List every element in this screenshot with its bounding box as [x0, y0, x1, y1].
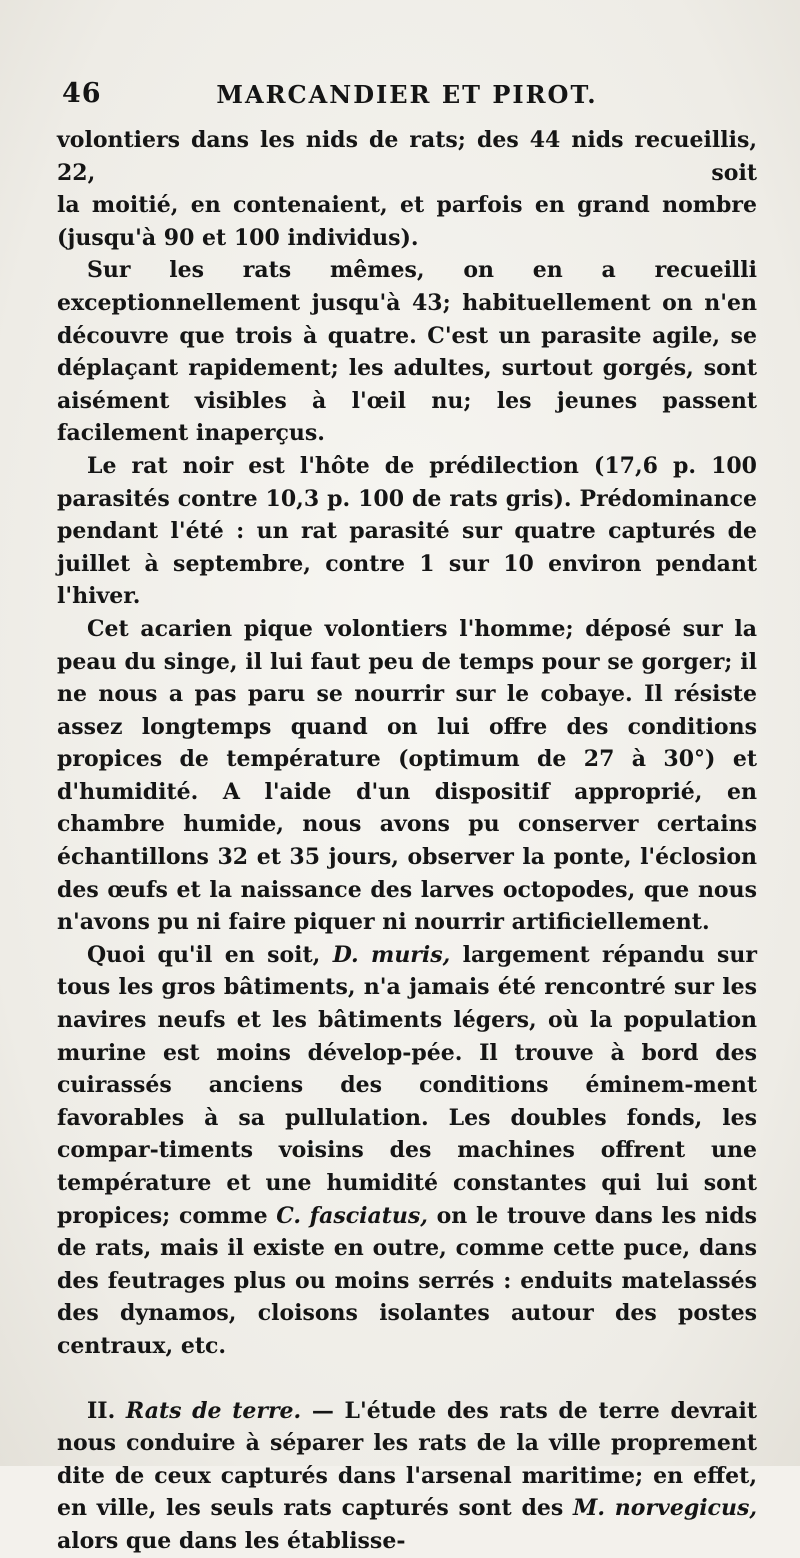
text-run: Quoi qu'il en soit, — [87, 941, 333, 968]
paragraph: Sur les rats mêmes, on en a recueilli exceptionnellement jusqu'à 43; habituellement on n'en découvre que trois à quatre. C'est un parasite agile, se déplaçant rapidement; les adultes, surtout gorgés, sont aisément visibles à l'œil nu; les jeunes passent facilement inaperçus. — [57, 257, 757, 447]
body-text — [57, 124, 757, 1558]
section-number: II. — [87, 1397, 116, 1424]
text-run: on le trouve dans les nids de rats, mais il existe en outre, comme cette puce, dans des feutrages plus ou moins serrés : enduits matelassés des dynamos, cloisons isolantes autour des postes centraux, etc. — [57, 1202, 757, 1359]
page-number: 46 — [62, 78, 102, 109]
text-run: largement répandu sur tous les gros bâtiments, n'a jamais été rencontré sur les navires neufs et les bâtiments légers, où la population murine est moins dévelop-pée. Il trouve à bord des cuirassés anciens des conditions éminem-ment favorables à sa pullulation. Les doubles fonds, les compar-timents voisins des machines offrent une température et une humidité constantes qui lui sont propices; comme — [57, 941, 757, 1229]
text-run: — L'étude des rats de terre devrait nous conduire à séparer les rats de la ville proprement dite de ceux capturés dans l'arsenal maritime; en effet, en ville, les seuls rats capturés sont des — [57, 1397, 757, 1522]
text-run: alors que dans les établisse- — [57, 1527, 406, 1554]
species-name: D. muris, — [332, 941, 451, 968]
page-header — [62, 70, 752, 120]
species-name: M. norvegicus, — [573, 1495, 757, 1522]
section-paragraph — [57, 1395, 757, 1558]
paragraph-continued-rest: la moitié, en contenaient, et parfois en grand nombre (jusqu'à 90 et 100 individus). — [57, 192, 757, 251]
species-name: C. fasciatus, — [276, 1202, 428, 1229]
paragraph — [57, 939, 757, 1363]
running-head: MARCANDIER ET PIROT. — [216, 80, 598, 109]
paragraph: Le rat noir est l'hôte de prédilection (17,6 p. 100 parasités contre 10,3 p. 100 de rats gris). Prédominance pendant l'été : un rat parasité sur quatre capturés de juillet à septembre, contre 1 sur 10 environ pendant l'hiver. — [57, 452, 757, 610]
paragraph: Cet acarien pique volontiers l'homme; déposé sur la peau du singe, il lui faut peu de temps pour se gorger; il ne nous a pas paru se nourrir sur le cobaye. Il résiste assez longtemps quand on lui offre des conditions propices de température (optimum de 27 à 30°) et d'humidité. A l'aide d'un dispositif approprié, en chambre humide, nous avons pu conserver certains échantillons 32 et 35 jours, observer la ponte, l'éclosion des œufs et la naissance des larves octopodes, que nous n'avons pu ni faire piquer ni nourrir artificiellement. — [57, 615, 757, 936]
section-title: Rats de terre. — [125, 1397, 302, 1424]
paragraph-continued-first-line: volontiers dans les nids de rats; des 44 nids recueillis, 22, soit — [57, 127, 757, 186]
